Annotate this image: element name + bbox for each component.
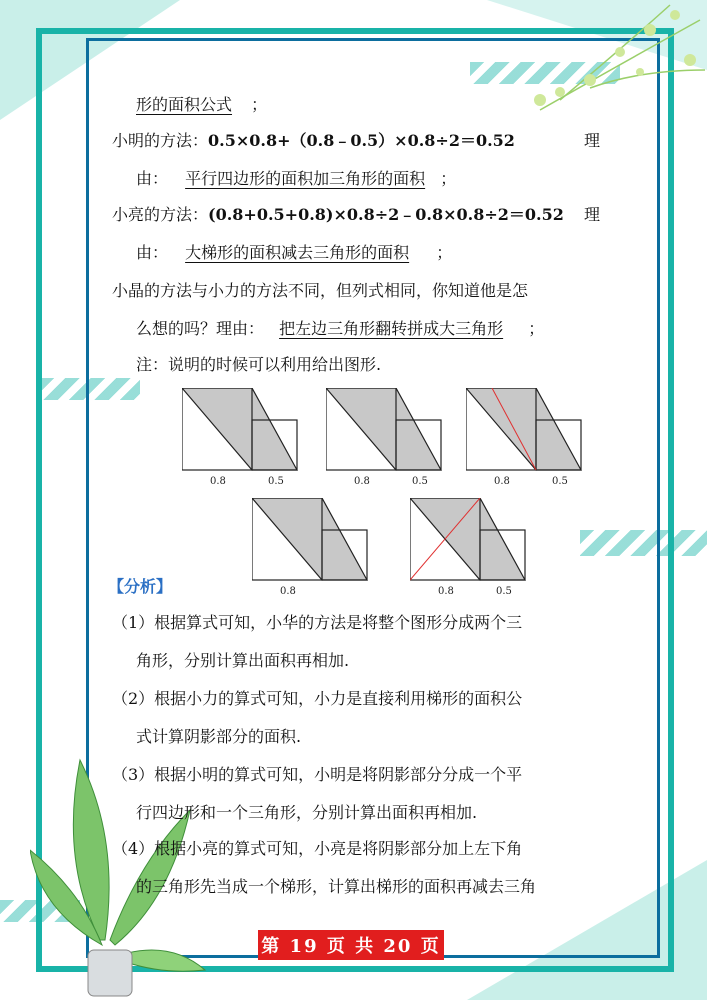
xiaoming-reason-line bbox=[136, 168, 456, 190]
xiaoming-label: 小明的方法： bbox=[112, 131, 209, 150]
figure-5-label-left: 0.8 bbox=[438, 586, 454, 597]
analysis-p3-line2: 行四边形和一个三角形，分别计算出面积再相加. bbox=[136, 803, 478, 822]
xiaoliang-reason-line bbox=[136, 242, 452, 264]
analysis-p1-line1: （1）根据算式可知，小华的方法是将整个图形分成两个三 bbox=[112, 613, 523, 632]
figure-2-label-left: 0.8 bbox=[354, 476, 370, 487]
figure-2-label-right: 0.5 bbox=[412, 476, 428, 487]
analysis-p1-line2: 角形，分别计算出面积再相加. bbox=[136, 651, 350, 670]
xiaoming-reason: 平行四边形的面积加三角形的面积 bbox=[185, 169, 426, 188]
figure-4 bbox=[252, 498, 370, 598]
intro-line-1 bbox=[136, 94, 267, 116]
you-label: 由： bbox=[136, 169, 169, 188]
punctuation: ； bbox=[440, 169, 457, 188]
analysis-p2-line2: 式计算阴影部分的面积. bbox=[136, 727, 302, 746]
figure-3-label-left: 0.8 bbox=[494, 476, 510, 487]
reason-label-li: 理 bbox=[584, 131, 601, 150]
figure-5-label-right: 0.5 bbox=[496, 586, 512, 597]
figure-3 bbox=[466, 388, 584, 488]
analysis-p4-line1: （4）根据小亮的算式可知，小亮是将阴影部分加上左下角 bbox=[112, 839, 523, 858]
page-number-footer: 第 19 页 共 20 页 bbox=[258, 930, 444, 960]
analysis-heading: 【分析】 bbox=[108, 577, 173, 596]
figure-1 bbox=[182, 388, 300, 488]
xiaojing-reason: 把左边三角形翻转拼成大三角形 bbox=[279, 319, 504, 338]
figure-5 bbox=[410, 498, 528, 598]
figure-1-label-left: 0.8 bbox=[210, 476, 226, 487]
xiaoming-method-line bbox=[112, 130, 515, 152]
figure-4-label-left: 0.8 bbox=[280, 586, 296, 597]
figure-1-label-right: 0.5 bbox=[268, 476, 284, 487]
analysis-p3-line1: （3）根据小明的算式可知，小明是将阴影部分分成一个平 bbox=[112, 765, 523, 784]
reason-label-li-2: 理 bbox=[584, 205, 601, 224]
xiaoming-formula: 0.5×0.8+（0.8﹣0.5）×0.8÷2＝0.52 bbox=[208, 131, 515, 150]
note-line: 注：说明的时候可以利用给出图形. bbox=[136, 355, 382, 374]
xiaoliang-formula: (0.8+0.5+0.8)×0.8÷2﹣0.8×0.8÷2＝0.52 bbox=[208, 205, 564, 224]
analysis-p4-line2: 的三角形先当成一个梯形，计算出梯形的面积再减去三角 bbox=[136, 877, 537, 896]
xiaojing-question-line-2 bbox=[136, 318, 544, 340]
punctuation: ； bbox=[251, 95, 268, 114]
xiaoliang-reason: 大梯形的面积减去三角形的面积 bbox=[185, 243, 410, 262]
punctuation: ； bbox=[528, 319, 545, 338]
flower-branch-decoration bbox=[500, 0, 707, 120]
xiaoliang-label: 小亮的方法： bbox=[112, 205, 209, 224]
xiaojing-question-line-1: 小晶的方法与小力的方法不同，但列式相同，你知道他是怎 bbox=[112, 281, 529, 300]
answer-blank-formula: 形的面积公式 bbox=[136, 95, 233, 114]
xiaojing-question: 么想的吗？理由： bbox=[136, 319, 265, 338]
xiaoliang-method-line bbox=[112, 204, 564, 226]
you-label: 由： bbox=[136, 243, 169, 262]
figure-2 bbox=[326, 388, 444, 488]
figure-3-label-right: 0.5 bbox=[552, 476, 568, 487]
analysis-p2-line1: （2）根据小力的算式可知，小力是直接利用梯形的面积公 bbox=[112, 689, 523, 708]
punctuation: ； bbox=[436, 243, 453, 262]
